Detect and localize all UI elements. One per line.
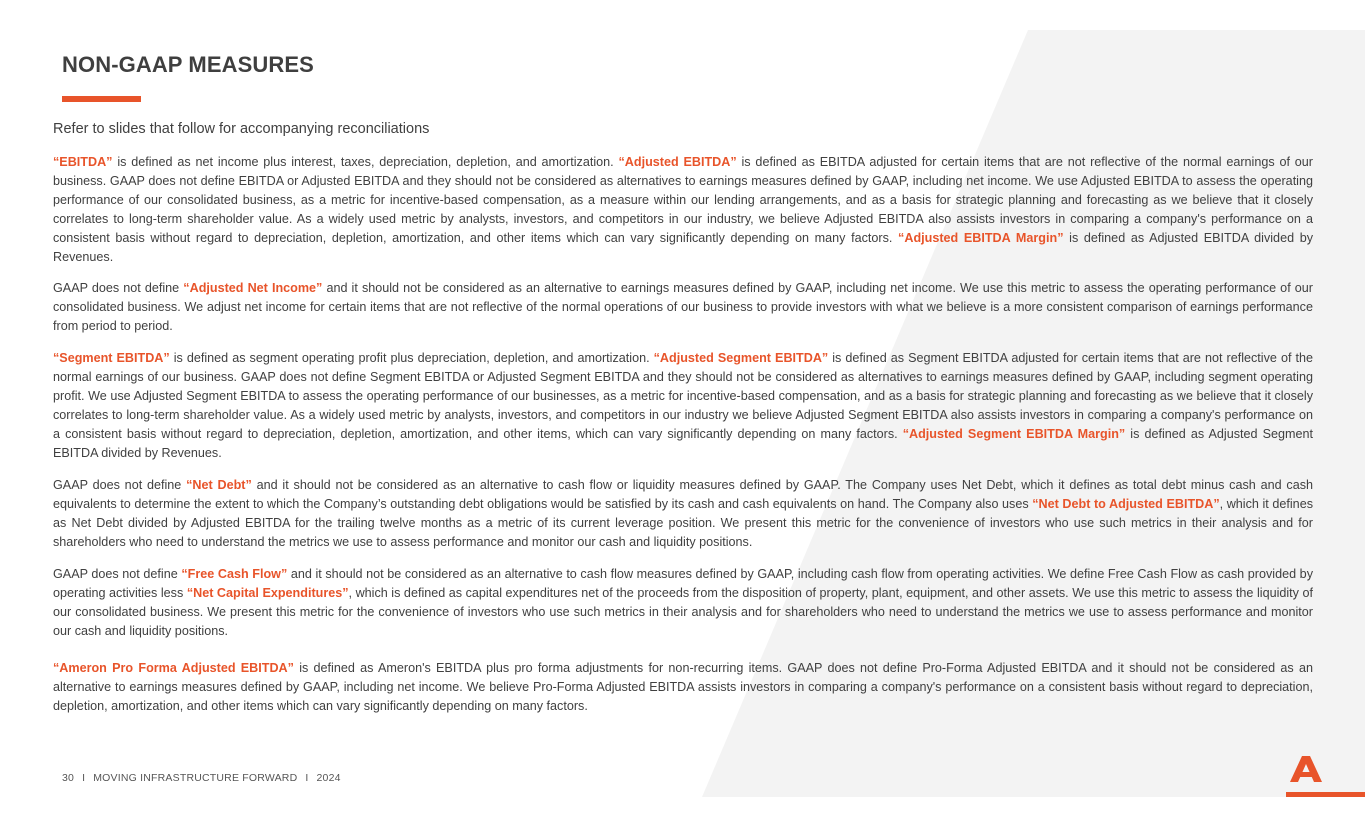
defined-term: “Segment EBITDA”	[53, 351, 170, 365]
defined-term: “Adjusted Net Income”	[183, 281, 323, 295]
footer-year: 2024	[316, 772, 341, 784]
paragraph-adjusted-net-income	[53, 279, 1313, 336]
ameron-a-logo-icon	[1290, 756, 1322, 782]
defined-term: “Ameron Pro Forma Adjusted EBITDA”	[53, 661, 294, 675]
page-title: NON-GAAP MEASURES	[62, 52, 314, 77]
paragraph-free-cash-flow	[53, 565, 1313, 641]
defined-term: “Adjusted Segment EBITDA Margin”	[902, 427, 1126, 441]
paragraph-text: is defined as EBITDA adjusted for certain items that are not reflective of the normal earnings of our business. GAAP does not define EBITDA or Adjusted EBITDA and they should not be considered as alternatives to earnings measures defined by GAAP, including net income. We use Adjusted EBITDA to assess the operating performance of our consolidated business, as a metric for incentive-based compensation, as a measure within our lending arrangements, and as a basis for strategic planning and forecasting as we believe that it closely correlates to long-term shareholder value. As a widely used metric by analysts, investors, and competitors in our industry, we believe Adjusted EBITDA also assists investors in comparing a company's performance on a consistent basis without regard to depreciation, depletion, amortization, and other items which can vary significantly depending on many factors.	[53, 155, 1314, 245]
defined-term: “Adjusted Segment EBITDA”	[653, 351, 829, 365]
paragraph-text: GAAP does not define	[53, 478, 187, 492]
paragraph-text: and it should not be considered as an alternative to cash flow or liquidity measures defined by GAAP. The Company uses Net Debt, which it defines as total debt minus cash and cash equivalents to determine the extent to which the Company’s outstanding debt obligations would be satisfied by its cash and cash equivalents on hand. The Company also uses	[53, 478, 1314, 511]
paragraph-text: and it should not be considered as an alternative to earnings measures defined by GAAP, including net income. We use this metric to assess the operating performance of our consolidated business. We adjust net income for certain items that are not reflective of the normal operations of our business to provide investors with what we believe is a more consistent comparison of earnings performance from period to period.	[53, 281, 1313, 333]
logo-accent-bar	[1286, 792, 1365, 797]
paragraph-text: and it should not be considered as an alternative to cash flow measures defined by GAAP, including cash flow from operating activities. We define Free Cash Flow as cash provided by operating activities less	[53, 567, 1313, 600]
defined-term: “Net Capital Expenditures”	[186, 586, 349, 600]
paragraph-ebitda	[53, 153, 1313, 267]
paragraph-segment-ebitda	[53, 349, 1313, 463]
paragraph-text: is defined as Adjusted Segment EBITDA divided by Revenues.	[53, 427, 1313, 460]
definitions-body	[53, 153, 1313, 716]
paragraph-text: GAAP does not define	[53, 281, 184, 295]
defined-term: “Free Cash Flow”	[181, 567, 288, 581]
defined-term: “Adjusted EBITDA”	[618, 155, 737, 169]
title-accent-bar	[62, 96, 141, 102]
paragraph-ameron-pro-forma	[53, 659, 1313, 716]
paragraph-text: is defined as net income plus interest, taxes, depreciation, depletion, and amortization.	[112, 155, 619, 169]
footer	[62, 772, 341, 784]
defined-term: “Net Debt to Adjusted EBITDA”	[1032, 497, 1220, 511]
paragraph-text: , which it defines as Net Debt divided by Adjusted EBITDA for the trailing twelve months as a metric of its current leverage position. We present this metric for the convenience of investors who use such metrics in their analysis and for shareholders who need to understand the metrics we use to assess performance and monitor our cash and liquidity positions.	[53, 497, 1313, 549]
page-number: 30	[62, 772, 75, 784]
paragraph-text: is defined as Segment EBITDA adjusted for certain items that are not reflective of the normal earnings of our business. GAAP does not define Segment EBITDA or Adjusted Segment EBITDA and they should not be considered as alternatives to earnings measures defined by GAAP, including segment operating profit. We use Adjusted Segment EBITDA to assess the operating performance of our businesses, as a metric for incentive-based compensation, and as a basis for strategic planning and forecasting as we believe that it closely correlates to long-term shareholder value. As a widely used metric by analysts, investors, and competitors in our industry we believe Adjusted Segment EBITDA also assists investors in comparing a company's performance on a consistent basis without regard to depreciation, depletion, amortization, and other items, which can vary significantly depending on many factors.	[53, 351, 1313, 441]
paragraph-text: is defined as segment operating profit plus depreciation, depletion, and amortization.	[169, 351, 654, 365]
intro-text: Refer to slides that follow for accompanying reconciliations	[53, 121, 430, 137]
defined-term: “Adjusted EBITDA Margin”	[898, 231, 1064, 245]
paragraph-text: is defined as Adjusted EBITDA divided by Revenues.	[53, 231, 1314, 264]
footer-separator: I	[305, 772, 309, 784]
paragraph-text: is defined as Ameron's EBITDA plus pro forma adjustments for non-recurring items. GAAP does not define Pro-Forma Adjusted EBITDA and it should not be considered as an alternative to earnings measures defined by GAAP, including net income. We believe Pro-Forma Adjusted EBITDA assists investors in comparing a company's performance on a consistent basis without regard to depreciation, depletion, amortization, and other items which can vary significantly depending on many factors.	[53, 661, 1313, 713]
defined-term: “EBITDA”	[53, 155, 113, 169]
paragraph-text: , which is defined as capital expenditures net of the proceeds from the disposition of property, plant, equipment, and other assets. We use this metric to assess the liquidity of our consolidated business. We present this metric for the convenience of investors who use such metrics in their analysis and for shareholders who need to understand the metrics we use to assess performance and monitor our cash and liquidity positions.	[53, 586, 1314, 638]
defined-term: “Net Debt”	[186, 478, 252, 492]
footer-tagline: MOVING INFRASTRUCTURE FORWARD	[93, 772, 298, 784]
paragraph-net-debt	[53, 476, 1313, 552]
paragraph-text: GAAP does not define	[53, 567, 182, 581]
footer-separator: I	[82, 772, 86, 784]
